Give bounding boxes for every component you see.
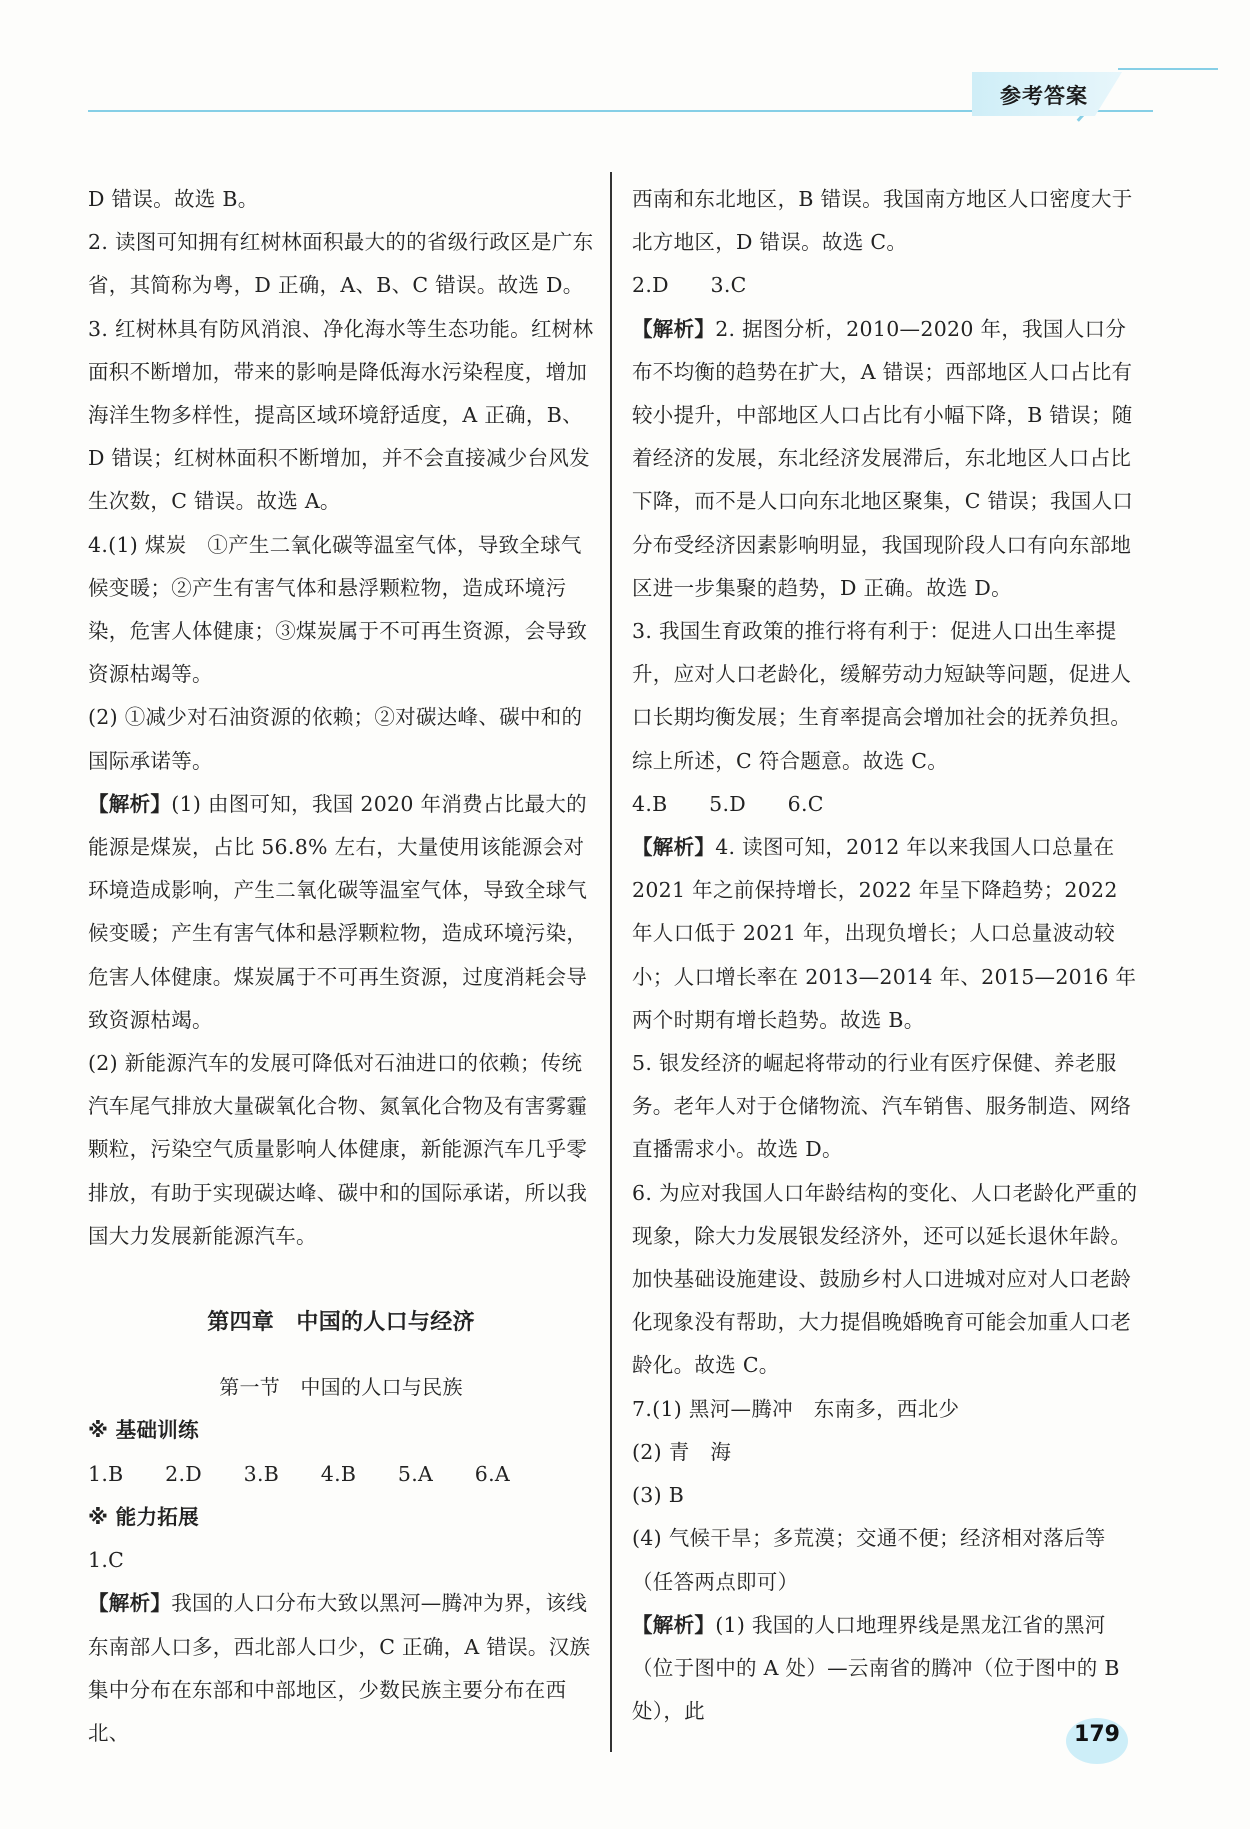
analysis-paragraph	[632, 1604, 1140, 1734]
paragraph: (2) 新能源汽车的发展可降低对石油进口的依赖；传统汽车尾气排放大量碳氧化合物、氮氧化合物及有害雾霾颗粒，污染空气质量影响人体健康，新能源汽车几乎零排放，有助于实现碳达峰、碳中和的国际承诺，所以我国大力发展新能源汽车。	[88, 1051, 588, 1248]
paragraph: 4.B 5.D 6.C	[632, 791, 824, 816]
analysis-tag: 【解析】	[88, 791, 172, 816]
paragraph: 3. 我国生育政策的推行将有利于：促进人口出生率提升，应对人口老龄化，缓解劳动力短缺等问题，促进人口长期均衡发展；生育率提高会增加社会的抚养负担。综上所述，C 符合题意。故选 C。	[632, 619, 1132, 773]
analysis-paragraph	[88, 783, 594, 1042]
analysis-text: 我国的人口分布大致以黑河—腾冲为界，该线东南部人口多，西北部人口少，C 正确，A 错误。汉族集中分布在东部和中部地区，少数民族主要分布在西北、	[88, 1591, 591, 1745]
basic-answers: 1.B 2.D 3.B 4.B 5.A 6.A	[88, 1461, 510, 1486]
paragraph: 5. 银发经济的崛起将带动的行业有医疗保健、养老服务。老年人对于仓储物流、汽车销售、服务制造、网络直播需求小。故选 D。	[632, 1051, 1132, 1162]
analysis-tag: 【解析】	[88, 1591, 172, 1616]
header-title: 参考答案	[1000, 84, 1088, 108]
paragraph: (2) 青 海	[632, 1439, 732, 1464]
analysis-paragraph	[88, 1582, 594, 1755]
paragraph: 西南和东北地区，B 错误。我国南方地区人口密度大于北方地区，D 错误。故选 C。	[632, 187, 1133, 255]
column-divider	[610, 172, 612, 1752]
paragraph: (4) 气候干旱；多荒漠；交通不便；经济相对落后等（任答两点即可）	[632, 1526, 1106, 1594]
paragraph: 2. 读图可知拥有红树林面积最大的的省级行政区是广东省，其简称为粤，D 正确，A、B、C 错误。故选 D。	[88, 230, 594, 298]
paragraph: 7.(1) 黑河—腾冲 东南多，西北少	[632, 1396, 960, 1421]
page-number: 179	[1074, 1722, 1120, 1747]
ability-answer: 1.C	[88, 1548, 125, 1573]
basic-training-title: ※ 基础训练	[88, 1418, 199, 1443]
header-top-line	[1118, 68, 1218, 70]
paragraph: 2.D 3.C	[632, 273, 747, 298]
paragraph: D 错误。故选 B。	[88, 187, 259, 211]
analysis-text: 2. 据图分析，2010—2020 年，我国人口分布不均衡的趋势在扩大，A 错误；西部地区人口占比有较小提升，中部地区人口占比有小幅下降，B 错误；随着经济的发展，东北经济发展滞后，东北地区人口占比下降，而不是人口向东北地区聚集，C 错误；我国人口分布受经济因素影响明显，我国现阶段人口有向东部地区进一步集聚的趋势，D 正确。故选 D。	[632, 316, 1134, 600]
analysis-paragraph	[632, 308, 1140, 610]
analysis-text: 4. 读图可知，2012 年以来我国人口总量在 2021 年之前保持增长，2022 年呈下降趋势；2022 年人口低于 2021 年，出现负增长；人口总量波动较小；人口增长率在 2013—2014 年、2015—2016 年两个时期有增长趋势。故选 B。	[632, 835, 1137, 1032]
section-title: 第一节 中国的人口与民族	[219, 1375, 463, 1400]
paragraph: 4.(1) 煤炭 ①产生二氧化碳等温室气体，导致全球气候变暖；②产生有害气体和悬浮颗粒物，造成环境污染，危害人体健康；③煤炭属于不可再生资源，会导致资源枯竭等。	[88, 532, 588, 687]
analysis-paragraph	[632, 826, 1140, 1042]
analysis-text: (1) 我国的人口地理界线是黑龙江省的黑河（位于图中的 A 处）—云南省的腾冲（位于图中的 B 处），此	[632, 1612, 1120, 1724]
left-column	[88, 178, 594, 1755]
chapter-title: 第四章 中国的人口与经济	[207, 1310, 475, 1336]
analysis-text: (1) 由图可知，我国 2020 年消费占比最大的能源是煤炭，占比 56.8% 左右，大量使用该能源会对环境造成影响，产生二氧化碳等温室气体，导致全球气候变暖；产生有害气体和悬浮颗粒物，造成环境污染，危害人体健康。煤炭属于不可再生资源，过度消耗会导致资源枯竭。	[88, 791, 588, 1032]
analysis-tag: 【解析】	[632, 1612, 716, 1637]
paragraph: 3. 红树林具有防风消浪、净化海水等生态功能。红树林面积不断增加，带来的影响是降低海水污染程度，增加海洋生物多样性，提高区域环境舒适度，A 正确，B、D 错误；红树林面积不断增加，并不会直接减少台风发生次数，C 错误。故选 A。	[88, 316, 594, 514]
ability-title: ※ 能力拓展	[88, 1504, 199, 1529]
paragraph: 6. 为应对我国人口年龄结构的变化、人口老龄化严重的现象，除大力发展银发经济外，还可以延长退休年龄。加快基础设施建设、鼓励乡村人口进城对应对人口老龄化现象没有帮助，大力提倡晚婚晚育可能会加重人口老龄化。故选 C。	[632, 1180, 1138, 1378]
paragraph: (3) B	[632, 1483, 685, 1508]
analysis-tag: 【解析】	[632, 316, 716, 341]
right-column	[632, 178, 1140, 1733]
analysis-tag: 【解析】	[632, 835, 716, 860]
paragraph: (2) ①减少对石油资源的依赖；②对碳达峰、碳中和的国际承诺等。	[88, 705, 583, 773]
